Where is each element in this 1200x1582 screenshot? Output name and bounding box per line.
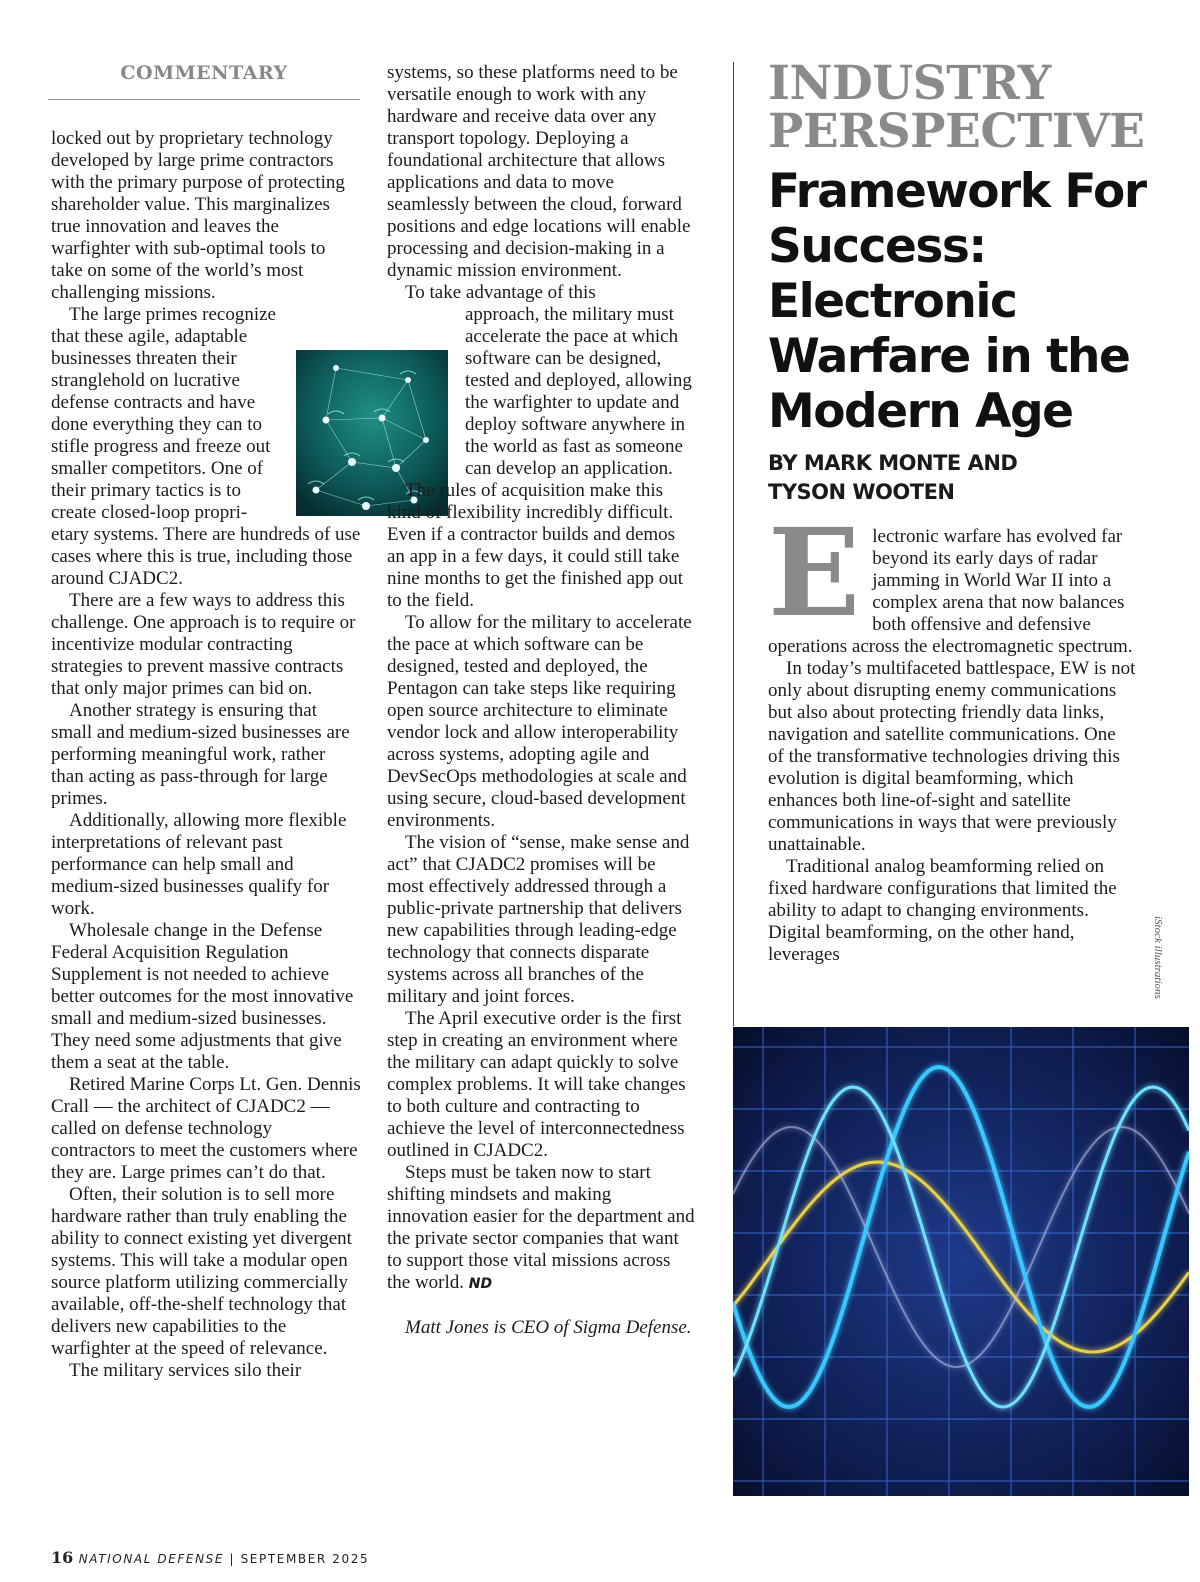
text-wrap-around-image [51,304,289,524]
paragraph: Traditional analog beamforming relied on fixed hardware configurations that limited the ability to adapt to changing environments. Digital beamforming, on the other hand, leverages [768,856,1117,965]
section-rule [48,99,360,100]
commentary-column-2 [387,62,697,1339]
author-bio: Matt Jones is CEO of Sigma Defense. [405,1317,692,1338]
paragraph: etary systems. There are hundreds of use cases where this is true, including those around CJADC2. [51,524,361,589]
article-body [768,501,1136,966]
footer-separator: | [229,1552,236,1566]
paragraph [387,1162,697,1295]
paragraph: Another strategy is ensuring that small and medium-sized businesses are performing meaningful work, rather than acting as pass-through for large primes. [51,700,350,809]
drop-cap: E [768,501,861,644]
paragraph: Retired Marine Corps Lt. Gen. Dennis Crall — the architect of CJADC2 — called on defense technology contractors to meet the customers where they are. Large primes can’t do that. [51,1074,361,1183]
paragraph: Wholesale change in the Defense Federal Acquisition Regulation Supplement is not needed to achieve better outcomes for the most innovative small and medium-sized businesses. They need some adjustments that give them a seat at the table. [51,920,354,1073]
section-label: COMMENTARY [120,62,288,84]
article-headline: Framework For Success: Electronic Warfare in the Modern Age [768,164,1146,439]
kicker-line: PERSPECTIVE [768,104,1145,159]
byline-line: TYSON WOOTEN [768,480,955,504]
paragraph: The vision of “sense, make sense and act” that CJADC2 promises will be most effectively addressed through a public-private partnership that delivers new capabilities through leading-edge technology that connects disparate systems across all branches of the military and joint forces. [387,832,690,1007]
paragraph [768,501,1136,658]
kicker-line: INDUSTRY [768,56,1051,111]
end-mark: ND [468,1276,493,1292]
paragraph: Additionally, allowing more flexible interpretations of relevant past performance can help small and medium-sized businesses qualify for work. [51,810,347,919]
text-wrap-around-image [465,304,697,480]
byline [768,449,1188,507]
photo-credit: iStock illustrations [1152,916,1164,999]
issue-date: SEPTEMBER 2025 [240,1552,370,1566]
paragraph-text: Steps must be taken now to start shifting mindsets and making innovation easier for the department and the private sector companies that want to support those vital missions across the world. [387,1162,695,1293]
byline-line: BY MARK MONTE AND [768,451,1018,475]
page-number: 16 [51,1548,74,1567]
section-kicker [768,56,1188,159]
paragraph-text: lectronic warfare has evolved far beyond its early days of radar jamming in World War II into a complex arena that now balances both offensive and defensive operations across the electromagnetic spectrum. [768,526,1133,657]
paragraph: There are a few ways to address this challenge. One approach is to require or incentivize modular contracting strategies to prevent massive contracts that only major primes can bid on. [51,590,356,699]
paragraph: The April executive order is the first step in creating an environment where the military can adapt quickly to solve complex problems. It will take changes to both culture and contracting to achieve the level of interconnectedness outlined in CJADC2. [387,1008,686,1161]
paragraph: The large primes recognize that these agile, adaptable businesses threaten their stranglehold on lucrative defense contracts and have done everything they can to stifle progress and freeze out smaller competitors. One of their primary tactics is to create closed-loop propri- [51,304,276,523]
column-divider [733,62,734,1026]
paragraph: The rules of acquisition make this kind of flexibility incredibly difficult. Even if a contractor builds and demos an app in a few days, it could still take nine months to get the finished app out to the field. [387,480,684,611]
magazine-name: NATIONAL DEFENSE [78,1552,225,1566]
paragraph: The military services silo their [69,1360,302,1381]
paragraph: locked out by proprietary technology developed by large prime contractors with the primary purpose of protecting shareholder value. This marginalizes true innovation and leaves the warfighter with sub-optimal tools to take on some of the world’s most challenging missions. [51,128,345,303]
paragraph: approach, the military must accelerate the pace at which software can be designed, tested and deployed, allowing the warfighter to update and deploy software anywhere in the world as fast as someone can develop an application. [465,304,692,479]
commentary-column-1 [51,128,361,1382]
paragraph: Often, their solution is to sell more hardware rather than truly enabling the ability to connect existing yet divergent systems. This will take a modular open source platform utilizing commercially available, off-the-shelf technology that delivers new capabilities to the warfighter at the speed of relevance. [51,1184,352,1359]
waveform-illustration [733,1027,1189,1496]
paragraph: systems, so these platforms need to be versatile enough to work with any hardware and receive data over any transport topology. Deploying a foundational architecture that allows applications and data to move seamlessly between the cloud, forward positions and edge locations will enable processing and decision-making in a dynamic mission environment. [387,62,691,281]
paragraph: To take advantage of this [405,282,596,303]
paragraph: To allow for the military to accelerate the pace at which software can be designed, tested and deployed, the Pentagon can take steps like requiring open source architecture to eliminate vendor lock and allow interoperability across systems, adopting agile and DevSecOps methodologies at scale and using secure, cloud-based development environments. [387,612,692,831]
spacer [387,1295,697,1317]
page-footer [51,1548,369,1567]
paragraph: In today’s multifaceted battlespace, EW is not only about disrupting enemy communications but also about protecting friendly data links, navigation and satellite communications. One of the transformative technologies driving this evolution is digital beamforming, which enhances both line-of-sight and satellite communications in ways that were previously unattainable. [768,658,1136,855]
